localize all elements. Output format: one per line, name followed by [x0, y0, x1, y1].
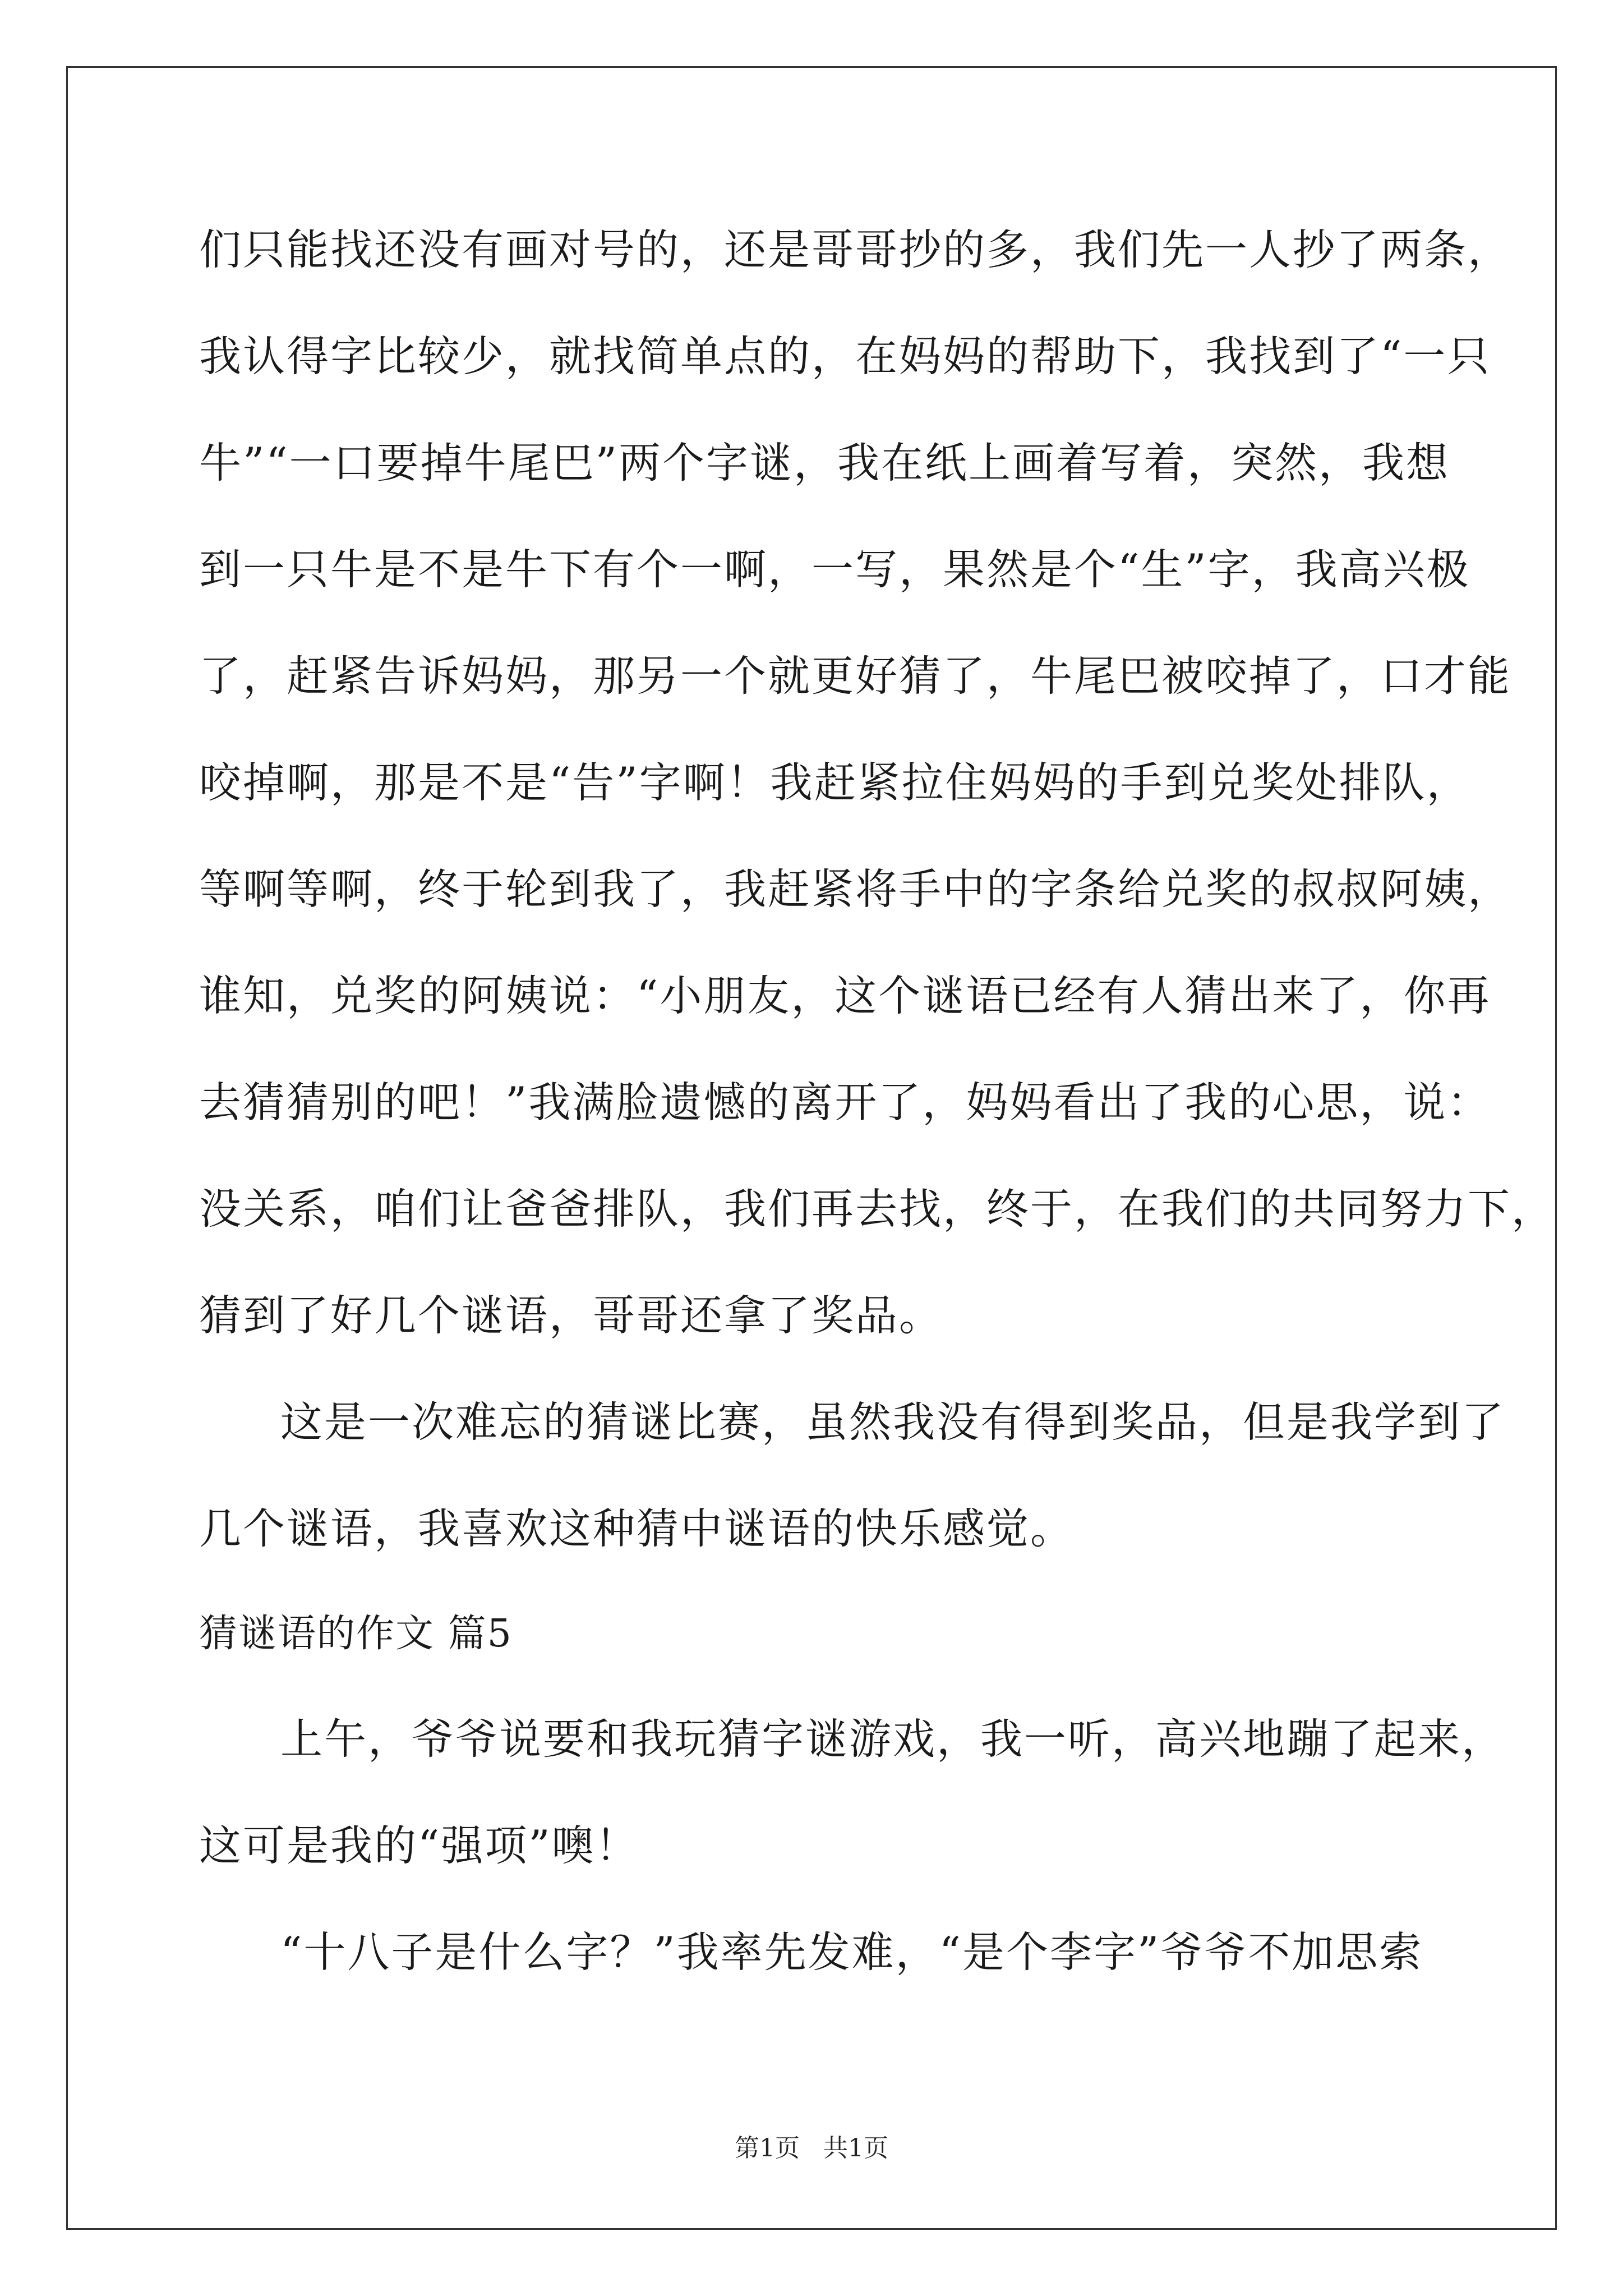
body-line-7: 等啊等啊，终于轮到我了，我赶紧将手中的字条给兑奖的叔叔阿姨，	[199, 864, 1512, 914]
body-line-1: 们只能找还没有画对号的，还是哥哥抄的多，我们先一人抄了两条，	[199, 225, 1512, 274]
body-line-8: 谁知，兑奖的阿姨说：“小朋友，这个谜语已经有人猜出来了，你再	[199, 971, 1491, 1020]
body-line-4: 到一只牛是不是牛下有个一啊，一写，果然是个“生”字，我高兴极	[199, 545, 1470, 594]
body-line-10: 没关系，咱们让爸爸排队，我们再去找，终于，在我们的共同努力下，	[199, 1184, 1556, 1234]
body-line-3: 牛”“一口要掉牛尾巴”两个字谜，我在纸上画着写着，突然，我想	[199, 438, 1450, 487]
body-line-5: 了，赶紧告诉妈妈，那另一个就更好猜了，牛尾巴被咬掉了，口才能	[199, 651, 1512, 701]
page-total: 共1页	[823, 2134, 888, 2162]
body-line-2: 我认得字比较少，就找简单点的，在妈妈的帮助下，我找到了“一只	[199, 332, 1491, 381]
body-line-9: 去猜猜别的吧！”我满脸遗憾的离开了，妈妈看出了我的心思，说：	[199, 1078, 1491, 1127]
body-line-6: 咬掉啊，那是不是“告”字啊！我赶紧拉住妈妈的手到兑奖处排队，	[199, 758, 1470, 807]
page-footer	[0, 2132, 1623, 2165]
page-border	[66, 66, 1557, 2230]
section-line-1: 上午，爷爷说要和我玩猜字谜游戏，我一听，高兴地蹦了起来，	[280, 1714, 1506, 1764]
section-line-2: 这可是我的“强项”噢！	[199, 1821, 639, 1870]
section-heading: 猜谜语的作文 篇5	[199, 1612, 513, 1656]
body-line-12: 这是一次难忘的猜谜比赛，虽然我没有得到奖品，但是我学到了	[280, 1397, 1506, 1447]
section-line-3: “十八子是什么字？”我率先发难，“是个李字”爷爷不加思索	[280, 1927, 1423, 1977]
body-line-13: 几个谜语，我喜欢这种猜中谜语的快乐感觉。	[199, 1504, 1075, 1553]
body-line-11: 猜到了好几个谜语，哥哥还拿了奖品。	[199, 1291, 943, 1340]
page-number: 第1页	[735, 2134, 800, 2162]
